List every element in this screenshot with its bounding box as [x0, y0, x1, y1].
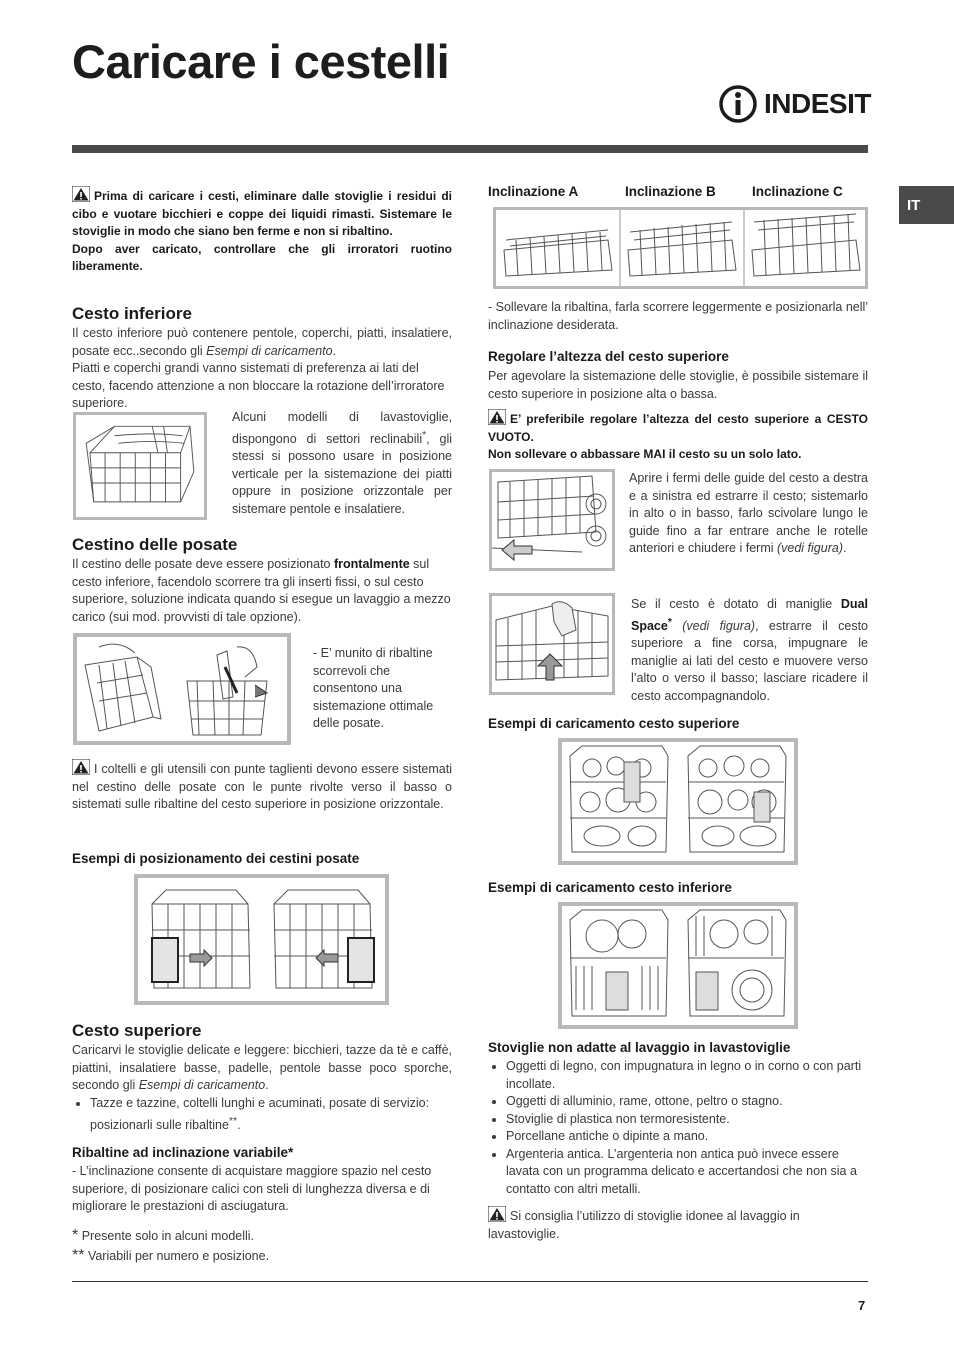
footnote-2: ** Variabili per numero e posizione. — [72, 1247, 270, 1264]
regolare-text: Per agevolare la sistemazione delle stoviglie, è possibile sistemare il cesto superiore in posizione alta o bassa. — [488, 369, 868, 401]
footer-rule — [72, 1281, 868, 1282]
list-item: • Porcellane antiche o dipinte a mano. — [506, 1128, 868, 1146]
cesto-inferiore-text: Il cesto inferiore può contenere pentole, coperchi, piatti, insalatiere, posate ecc..secondo gli Esempi di caricamento. Piatti e coperchi grandi vanno sistemati di preferenza ai lati del cesto, facendo attenzione a non bloccare la rotazione dell’irroratore superiore. — [72, 326, 452, 410]
settori-reclinabili-text: Alcuni modelli di lavastoviglie, dispongono di settori reclinabili*, gli stessi si possono usare in posizione verticale per la sistemazione dei piatti oppure in posizione orizzontale per sistemare pentole e insalatiere. — [232, 410, 453, 516]
list-item: • Argenteria antica. L’argenteria non antica può invece essere lavata con un programma delicato e accertandosi che non sia a contatto con altri metalli. — [506, 1146, 868, 1199]
inclinazione-a-label: Inclinazione A — [488, 184, 579, 199]
page-title: Caricare i cestelli — [72, 35, 450, 88]
guide-fermi-figure — [489, 469, 615, 571]
dual-space-text: Se il cesto è dotato di maniglie Dual Space* (vedi figura), estrarre il cesto superiore a fine corsa, impugnare le maniglie ai lati del cesto e muovere verso l’alto o verso il basso; lasciare ricadere il cesto accompagnandolo. — [631, 597, 868, 703]
inclinazione-text: - Sollevare la ribaltina, farla scorrere leggermente e posizionarla nell’ inclinazione desiderata. — [488, 300, 868, 332]
intro-warning-text-2: Dopo aver caricato, controllare che gli irroratori ruotino liberamente. — [72, 241, 452, 273]
warning-triangle-icon — [488, 1206, 506, 1222]
esempi-inferiore-heading: Esempi di caricamento cesto inferiore — [488, 880, 732, 895]
cutlery-positioning-figure — [134, 874, 389, 1005]
cesto-inferiore-heading: Cesto inferiore — [72, 304, 192, 323]
ribaltine-text: - L’inclinazione consente di acquistare maggiore spazio nel cesto superiore, di posizionare calici con steli di lunghezza diversa e di migliorare le prestazioni di asciugatura. — [72, 1164, 432, 1213]
lower-basket-figure — [73, 412, 207, 520]
warning-triangle-icon — [488, 409, 506, 425]
inclinazione-figure — [493, 207, 868, 289]
dual-space-figure — [489, 593, 615, 695]
ribaltine-heading: Ribaltine ad inclinazione variabile* — [72, 1145, 294, 1160]
footnotes — [72, 1226, 269, 1266]
ribaltine-posate-text: - E’ munito di ribaltine scorrevoli che consentono una sistemazione ottimale delle posate. — [313, 646, 434, 730]
cestino-posate-text: Il cestino delle posate deve essere posizionato frontalmente sul cesto inferiore, facendolo scorrere tra gli inserti fissi, o sul cesto superiore, soluzione indicata quando si esegue un lavaggio a mezzo carico (sui mod. provvisti di tale opzione). — [72, 557, 451, 624]
cutlery-basket-figure — [73, 633, 291, 745]
list-item: • Stoviglie di plastica non termoresistente. — [506, 1111, 868, 1129]
inclinazione-b-label: Inclinazione B — [625, 184, 716, 199]
brand-name: INDESIT — [764, 88, 871, 119]
warning-triangle-icon — [72, 759, 90, 775]
fermi-text: Aprire i fermi delle guide del cesto a destra e a sinistra ed estrarre il cesto; sistemarlo in alto o in basso, farlo scivolare lungo le guide fino a far entrare anche le rotelle anteriori e chiudere i fermi (vedi figura). — [629, 471, 868, 555]
header-rule — [72, 145, 868, 153]
indesit-logo-icon — [718, 84, 758, 124]
esempi-posate-heading: Esempi di posizionamento dei cestini posate — [72, 851, 360, 866]
coltelli-warning: I coltelli e gli utensili con punte taglienti devono essere sistemati nel cestino delle posate con le punte rivolte verso il basso o sistemati sulle ribaltine del cesto superiore in posizione orizzontale. — [72, 759, 452, 814]
cesto-superiore-text: Caricarvi le stoviglie delicate e leggere: bicchieri, tazze da tè e caffè, piattini, insalatiere basse, padelle, pentole basse poco sporche, secondo gli Esempi di caricamento. — [72, 1043, 452, 1092]
brand-logo — [718, 84, 871, 124]
non-adatte-heading: Stoviglie non adatte al lavaggio in lavastoviglie — [488, 1040, 791, 1055]
list-item: • Oggetti di alluminio, rame, ottone, peltro o stagno. — [506, 1093, 868, 1111]
footnote-1: * Presente solo in alcuni modelli. — [72, 1227, 255, 1244]
list-item: • Tazze e tazzine, coltelli lunghi e acuminati, posate di servizio: posizionarli sulle ribaltine**. — [90, 1095, 452, 1134]
language-tab: IT — [899, 186, 954, 224]
lower-basket-examples-figure — [558, 902, 798, 1029]
intro-warning — [72, 186, 452, 276]
page-number: 7 — [858, 1298, 866, 1313]
idonee-warning: Si consiglia l’utilizzo di stoviglie idonee al lavaggio in lavastoviglie. — [488, 1206, 868, 1243]
regolare-heading: Regolare l’altezza del cesto superiore — [488, 349, 729, 364]
non-adatte-list — [488, 1058, 868, 1198]
cesto-superiore-bullet — [72, 1095, 452, 1134]
intro-warning-text: Prima di caricare i cesti, eliminare dalle stoviglie i residui di cibo e vuotare bicchieri e coppe dei liquidi rimasti. Sistemare le stoviglie in modo che siano ben ferme e non si ribaltino. — [72, 189, 452, 238]
cesto-superiore-heading: Cesto superiore — [72, 1021, 202, 1040]
esempi-superiore-heading: Esempi di caricamento cesto superiore — [488, 716, 740, 731]
regolare-warning: E’ preferibile regolare l’altezza del cesto superiore a CESTO VUOTO. Non sollevare o abbassare MAI il cesto su un solo lato. — [488, 409, 868, 464]
list-item: • Oggetti di legno, con impugnatura in legno o in corno o con parti incollate. — [506, 1058, 868, 1093]
upper-basket-examples-figure — [558, 738, 798, 865]
cestino-posate-heading: Cestino delle posate — [72, 535, 238, 554]
inclinazione-c-label: Inclinazione C — [752, 184, 843, 199]
warning-triangle-icon — [72, 186, 90, 202]
